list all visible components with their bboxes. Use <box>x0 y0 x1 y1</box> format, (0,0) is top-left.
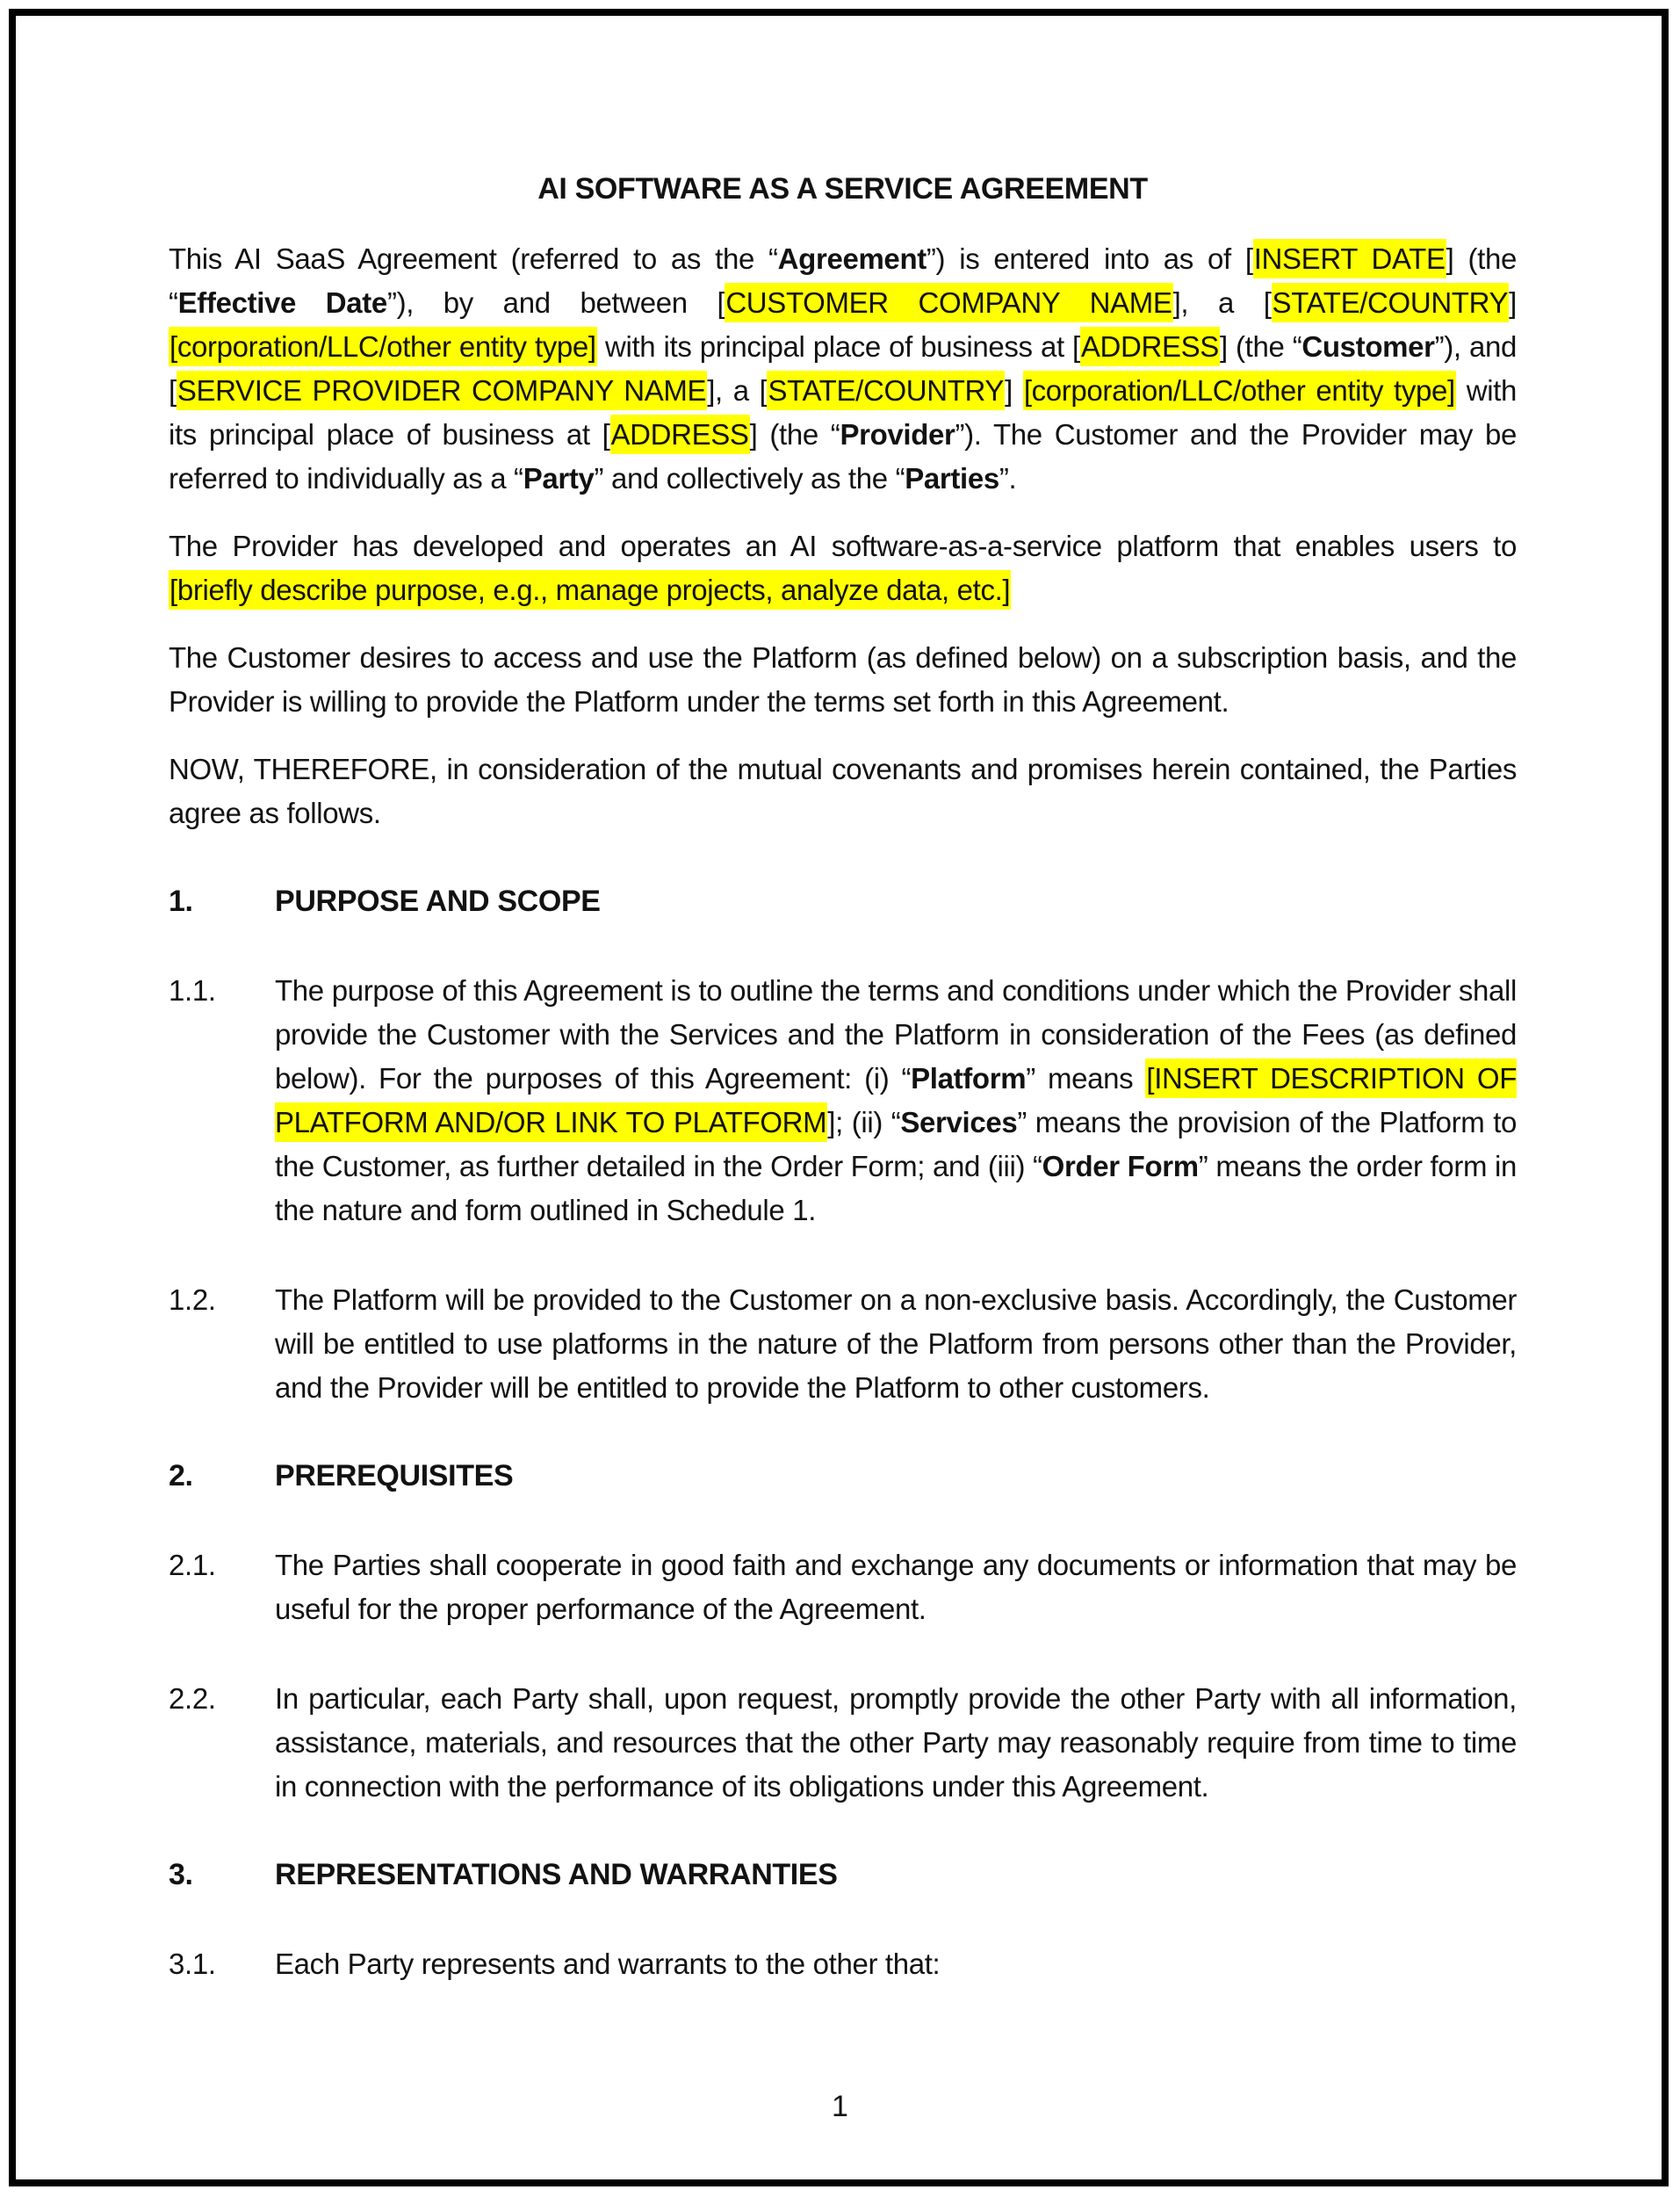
text-run: ], a [ <box>1172 286 1272 319</box>
text-run-bold: Order Form <box>1042 1150 1199 1182</box>
text-run: This AI SaaS Agreement (referred to as the “ <box>169 242 778 275</box>
section-heading-label: PREREQUISITES <box>275 1459 514 1492</box>
clause-1-1 <box>169 969 1517 1232</box>
text-run: ] <box>1005 374 1023 407</box>
clause-text <box>275 1677 1517 1809</box>
clause-2-1 <box>169 1543 1517 1631</box>
clause-text <box>275 1278 1517 1410</box>
text-run: The Platform will be provided to the Customer on a non-exclusive basis. Accordingly, the Customer will be entitled to use platforms in the nature of the Platform from persons other than the Provider, and the Provider will be entitled to provide the Platform to other customers. <box>275 1283 1517 1404</box>
section-1-heading <box>169 879 1517 923</box>
section-number: 1. <box>169 885 193 918</box>
page-number: 1 <box>832 2090 848 2123</box>
placeholder-highlight: [INSERT DESCRIPTION OF PLATFORM AND/OR LINK TO PLATFORM <box>275 1059 1517 1142</box>
document-title: AI SOFTWARE AS A SERVICE AGREEMENT <box>537 172 1148 206</box>
text-run: ] (the “ <box>169 242 1517 319</box>
section-heading-label: PURPOSE AND SCOPE <box>275 885 601 918</box>
placeholder-highlight: INSERT DATE <box>1253 239 1446 278</box>
text-run-bold: Effective Date <box>177 286 387 319</box>
section-2-heading <box>169 1454 1517 1498</box>
placeholder-highlight: [corporation/LLC/other entity type] <box>1023 371 1456 410</box>
placeholder-highlight: CUSTOMER COMPANY NAME <box>725 283 1172 322</box>
clause-1-2 <box>169 1278 1517 1410</box>
text-run-bold: Provider <box>840 418 955 451</box>
text-run: ” means the order form in the nature and form outlined in Schedule 1. <box>275 1150 1517 1226</box>
intro-paragraph-4 <box>169 748 1517 835</box>
placeholder-highlight: ADDRESS <box>1080 327 1220 366</box>
text-run: ]; (ii) “ <box>827 1106 901 1138</box>
placeholder-highlight: STATE/COUNTRY <box>767 371 1005 410</box>
clause-text <box>275 1543 1517 1631</box>
text-run: Each Party represents and warrants to the other that: <box>275 1948 941 1980</box>
text-run-bold: Customer <box>1301 330 1435 363</box>
section-heading-label: REPRESENTATIONS AND WARRANTIES <box>275 1858 838 1891</box>
text-run: The Provider has developed and operates an AI software-as-a-service platform that enables users to <box>169 530 1517 562</box>
clause-text <box>275 1942 1517 1986</box>
text-run: ”. <box>999 462 1017 495</box>
text-run: The Parties shall cooperate in good faith and exchange any documents or information that may be useful for the proper performance of the Agreement. <box>275 1549 1517 1625</box>
text-run: NOW, THEREFORE, in consideration of the mutual covenants and promises herein contained, the Parties agree as follows. <box>169 753 1517 829</box>
placeholder-highlight: SERVICE PROVIDER COMPANY NAME <box>177 371 707 410</box>
text-run: ”), by and between [ <box>386 286 725 319</box>
text-run-bold: Services <box>900 1106 1018 1138</box>
text-run: ] (the “ <box>749 418 840 451</box>
text-run: The Customer desires to access and use the Platform (as defined below) on a subscription basis, and the Provider is willing to provide the Platform under the terms set forth in this Agreement. <box>169 641 1517 718</box>
text-run: ”) is entered into as of [ <box>926 242 1253 275</box>
placeholder-highlight: STATE/COUNTRY <box>1272 283 1510 322</box>
section-number: 2. <box>169 1459 193 1492</box>
text-run-bold: Platform <box>911 1062 1027 1095</box>
clause-number: 1.1. <box>169 974 216 1007</box>
clause-number: 2.2. <box>169 1682 216 1715</box>
text-run-bold: Agreement <box>777 242 927 275</box>
text-run: In particular, each Party shall, upon request, promptly provide the other Party with all information, assistance, materials, and resources that the other Party may reasonably require from time to time in connection with the performance of its obligations under this Agreement. <box>275 1682 1517 1803</box>
section-1 <box>169 879 1517 1410</box>
intro-paragraph-1 <box>169 237 1517 501</box>
text-run: with its principal place of business at [ <box>169 374 1518 451</box>
placeholder-highlight: [briefly describe purpose, e.g., manage projects, analyze data, etc.] <box>169 570 1011 610</box>
text-run: with its principal place of business at [ <box>596 330 1080 363</box>
text-run-bold: Parties <box>905 462 999 495</box>
document-page <box>169 16 1517 1986</box>
placeholder-highlight: ADDRESS <box>610 415 750 454</box>
clause-text <box>275 969 1517 1232</box>
text-run: ” means <box>1026 1062 1146 1095</box>
section-number: 3. <box>169 1858 193 1891</box>
text-run: The purpose of this Agreement is to outline the terms and conditions under which the Provider shall provide the Customer with the Services and the Platform in consideration of the Fees (as defined below). For the purposes of this Agreement: (i) “ <box>275 974 1517 1095</box>
text-run: ] (the “ <box>1219 330 1302 363</box>
text-run: ], a [ <box>707 374 768 407</box>
clause-number: 1.2. <box>169 1283 216 1316</box>
intro-paragraph-2 <box>169 524 1517 612</box>
section-2 <box>169 1454 1517 1809</box>
text-run: ” and collectively as the “ <box>594 462 905 495</box>
intro-paragraph-3 <box>169 636 1517 724</box>
clause-3-1 <box>169 1942 1517 1986</box>
clause-number: 3.1. <box>169 1948 216 1980</box>
text-run: ”), and [ <box>169 330 1517 407</box>
clause-number: 2.1. <box>169 1549 216 1581</box>
text-run-bold: Party <box>523 462 595 495</box>
placeholder-highlight: [corporation/LLC/other entity type] <box>169 327 597 366</box>
text-run: ”). The Customer and the Provider may be referred to individually as a “ <box>169 418 1518 495</box>
section-3-heading <box>169 1853 1517 1897</box>
text-run: ] <box>1509 286 1517 319</box>
section-3 <box>169 1853 1517 1986</box>
text-run: ” means the provision of the Platform to the Customer, as further detailed in the Order Form; and (iii) “ <box>275 1106 1518 1182</box>
clause-2-2 <box>169 1677 1517 1809</box>
